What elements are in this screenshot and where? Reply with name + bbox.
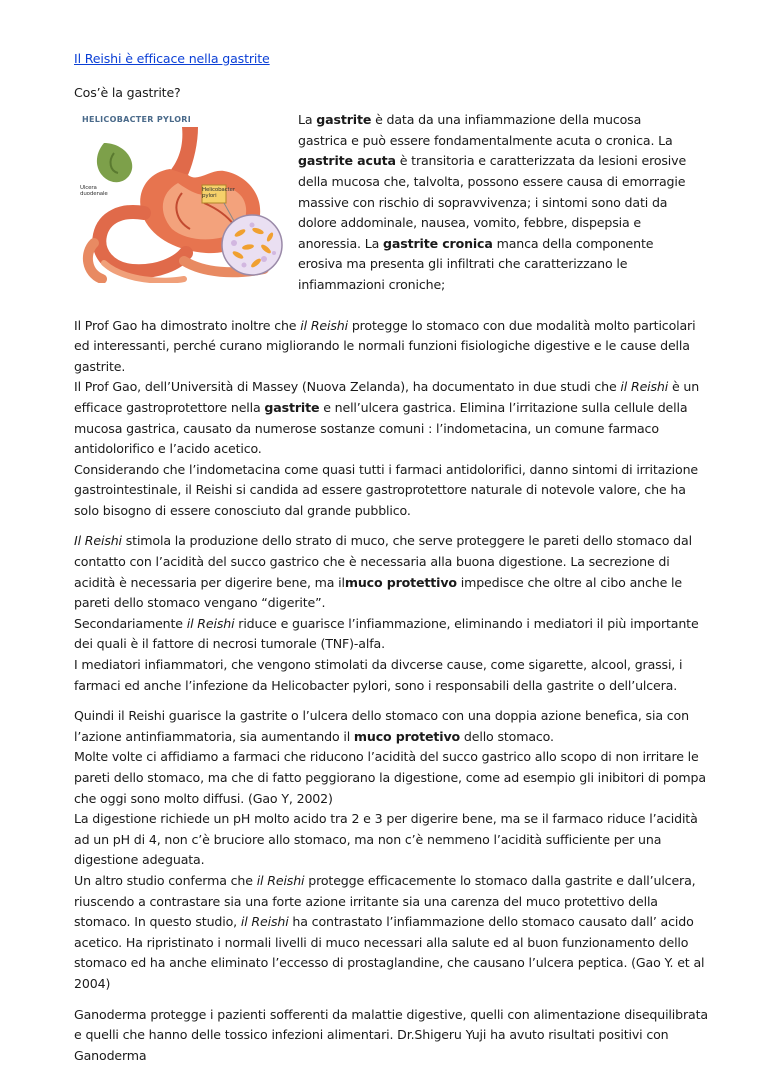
italic-term: il Reishi (620, 379, 669, 395)
text-run: Il Prof Gao, dell’Università di Massey (Nuova Zelanda), ha documentato in due studi che (74, 379, 621, 395)
text-run: manca della componente erosiva ma presenta gli infiltrati che caratterizzano le infiammazioni croniche; (298, 235, 654, 292)
paragraph-intro (298, 110, 694, 295)
text-run: protegge lo stomaco con due modalità molto particolari ed interessanti, perché curano migliorando le normali funzioni fisiologiche digestive e le cause della gastrite. (74, 317, 696, 374)
stomach-illustration (74, 113, 284, 283)
stomach-illustration-graphic (74, 113, 284, 283)
figure-caption: HELICOBACTER PYLORI (82, 115, 192, 125)
text-run: riduce e guarisce l’infiammazione, eliminando i mediatori il più importante dei quali è il fattore di necrosi tumorale (TNF)-alfa. (74, 615, 699, 652)
text-run: è un efficace gastroprotettore nella (74, 379, 700, 415)
bold-term: gastrite cronica (383, 235, 493, 251)
paragraph-11: Ganoderma protegge i pazienti sofferenti da malattie digestive, quelli con alimentazione disequilibrata e quelli che hanno delle tossico infezioni alimentari. Dr.Shigeru Yuji ha avuto risultati positivi con Ganoderma (74, 1006, 708, 1063)
text-run: e nell’ulcera gastrica. Elimina l’irritazione sulla cellule della mucosa gastrica, causato da numerose sostanze comuni : l’indometacina, un comune farmaco antidolorifico e l’acido acetico. (74, 399, 688, 457)
text-run: Un altro studio conferma che (74, 872, 257, 888)
paragraph-4 (74, 531, 710, 613)
paragraph-10 (74, 871, 710, 995)
italic-term: il Reishi (186, 615, 235, 631)
title-link[interactable]: Il Reishi è efficace nella gastrite (74, 51, 270, 66)
paragraph-9: La digestione richiede un pH molto acido tra 2 e 3 per digerire bene, ma se il farmaco riduce l’acidità ad un pH di 4, non c’è bruciore allo stomaco, ma non c’è nemmeno l’acidità sufficiente per una digestione adeguata. (74, 811, 698, 868)
paragraph-8: Molte volte ci affidiamo a farmaci che riducono l’acidità del succo gastrico allo scopo di non irritare le pareti dello stomaco, ma che di fatto peggiorano la digestione, come ad esempio gli inibitori di pompa che oggi sono molto diffusi. (Gao Y, 2002) (74, 749, 706, 806)
section-question: Cos’è la gastrite? (74, 84, 181, 100)
text-run: ha contrastato l’infiammazione dello stomaco causato dall’ acido acetico. Ha ripristinato i normali livelli di muco necessari alla salute ed al buon funzionamento dello stomaco ed ha anche eliminato l’eccesso di prostaglandine, che causano l’ulcera peptica. (Gao Y. et al 2004) (74, 914, 705, 991)
paragraph-5 (74, 614, 710, 655)
text-run: è data da una infiammazione della mucosa gastrica e può essere fondamentalmente acuta o cronica. La (298, 112, 673, 148)
text-run: Il Prof Gao ha dimostrato inoltre che (74, 317, 301, 333)
bold-term: gastrite (316, 112, 372, 128)
paragraph-7 (74, 706, 710, 747)
figure-label-ulcer: Ulcera duodenale (80, 185, 108, 198)
document-page (74, 44, 710, 1066)
text-run: La (298, 112, 317, 128)
italic-term: Il Reishi (74, 533, 122, 549)
text-run: Secondariamente (74, 615, 187, 631)
bold-term: muco protetivo (353, 728, 461, 744)
text-run: impedisce che oltre al cibo anche le pareti dello stomaco vengano “digerite”. (74, 574, 682, 611)
paragraph-6: I mediatori infiammatori, che vengono stimolati da divcerse cause, come sigarette, alcool, grassi, i farmaci ed anche l’infezione da Helicobacter pylori, sono i responsabili della gastrite o dell’ulcera. (74, 657, 683, 693)
paragraph-3: Considerando che l’indometacina come quasi tutti i farmaci antidolorifici, danno sintomi di irritazione gastrointestinale, il Reishi si candida ad essere gastroprotettore naturale di notevole valore, che ha solo bisogno di essere conosciuto dal grande pubblico. (74, 461, 699, 518)
text-run: è transitoria e caratterizzata da lesioni erosive della mucosa che, talvolta, possono essere causa di emorragie massive con rischio di sopravvivenza; i sintomi sono dati da dolore addominale, nausea, vomito, febbre, dispepsia e anoressia. La (298, 153, 687, 251)
text-run: protegge efficacemente lo stomaco dalla gastrite e dall’ulcera, riuscendo a contrastare sia una forte azione irritante sia una carenza del muco protettivo della stomaco. In questo studio, (74, 872, 696, 930)
paragraph-2 (74, 377, 710, 459)
figure-label-bacteria: Helicobacter pylori (202, 187, 235, 200)
bold-term: muco protettivo (344, 574, 457, 590)
italic-term: il Reishi (240, 914, 289, 930)
text-run: dello stomaco. (460, 728, 554, 744)
bold-term: gastrite acuta (298, 153, 396, 169)
text-run: stimola la produzione dello strato di muco, che serve proteggere le pareti dello stomaco dal contatto con l’acidità del succo gastrico che è necessaria alla buona digestione. La secrezione di acidità è necessaria per digerire bene, ma il (74, 533, 692, 590)
paragraph-1 (74, 316, 710, 378)
italic-term: il Reishi (300, 317, 348, 333)
bold-term: gastrite (264, 399, 320, 415)
text-run: Quindi il Reishi guarisce la gastrite o l’ulcera dello stomaco con una doppia azione benefica, sia con l’azione antinfiammatoria, sia aumentando il (74, 708, 689, 744)
figure-row (74, 113, 710, 295)
italic-term: il Reishi (256, 872, 305, 888)
